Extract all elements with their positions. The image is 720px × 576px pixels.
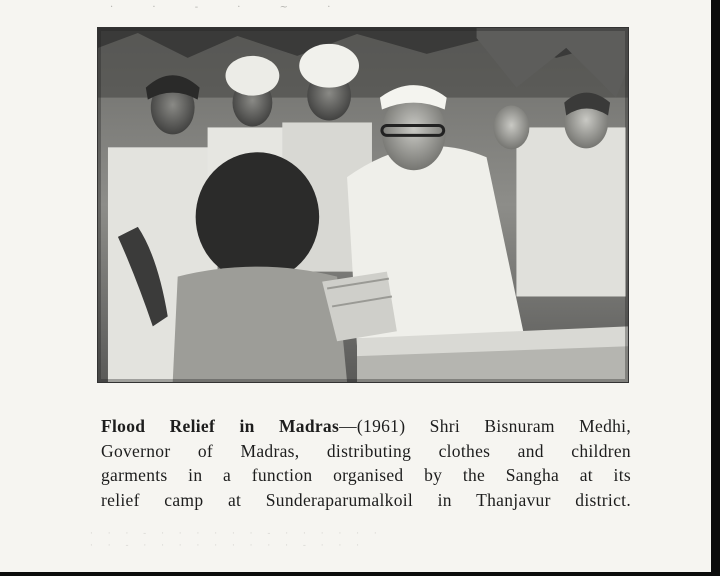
caption-title: Flood Relief in Madras <box>101 416 340 436</box>
scan-edge-bottom <box>0 572 720 576</box>
caption-line-1 <box>101 414 631 439</box>
archival-photo <box>97 27 629 383</box>
caption-line-4: relief camp at Sunderaparumalkoil in Thanjavur district. <box>101 489 631 510</box>
caption-line-3: garments in a function organised by the Sangha at its <box>101 465 631 485</box>
archival-photo-icon <box>98 28 628 382</box>
photo-caption <box>101 414 631 512</box>
caption-line-1-rest: —(1961) Shri Bisnuram Medhi, <box>339 416 631 436</box>
scan-edge-right <box>711 0 720 576</box>
bleed-through-top: · · - · ~ · <box>110 2 349 13</box>
bleed-through-bottom: · · · - · · · · · · - · · · · · · · · - · · · · · · · · · - · · · <box>90 529 383 551</box>
caption-line-2: Governor of Madras, distributing clothes and children <box>101 440 631 461</box>
